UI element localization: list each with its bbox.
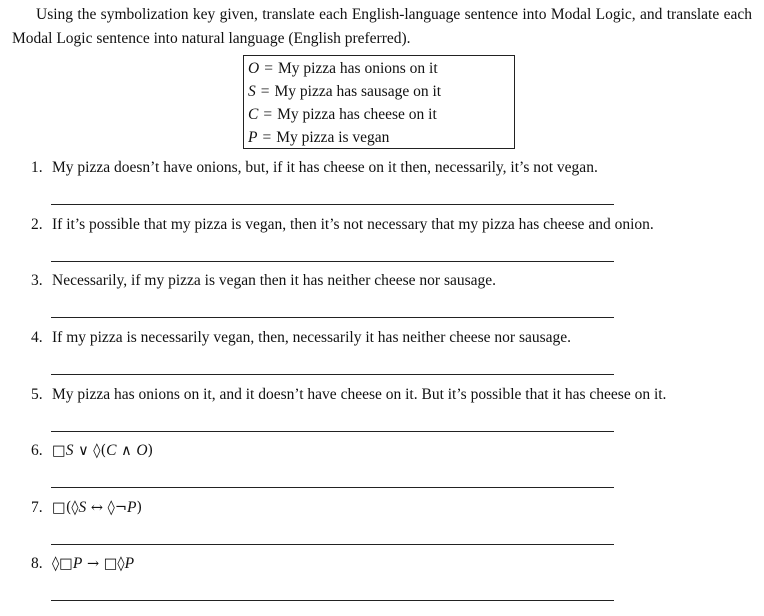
key-row (248, 103, 514, 126)
question-number: 8. (31, 555, 43, 572)
question-text: My pizza has onions on it, and it doesn’t have cheese on it. But it’s possible that it has cheese on it. (52, 386, 667, 403)
formula-text: ◊□P → □◊P (52, 555, 135, 572)
question-number: 3. (31, 272, 43, 289)
question-6 (31, 440, 751, 462)
key-row (248, 57, 514, 80)
question-1 (31, 157, 751, 179)
key-symbol: C (248, 106, 259, 123)
question-number: 4. (31, 329, 43, 346)
question-text: If it’s possible that my pizza is vegan, then it’s not necessary that my pizza has cheese and onion. (52, 216, 654, 233)
key-meaning: My pizza is vegan (276, 129, 390, 146)
key-meaning: My pizza has sausage on it (274, 83, 442, 100)
key-meaning: My pizza has cheese on it (277, 106, 437, 123)
equals-sign: = (264, 60, 273, 77)
question-4 (31, 327, 751, 349)
equals-sign: = (262, 129, 272, 146)
answer-line-1[interactable] (51, 204, 614, 205)
question-number: 1. (31, 159, 43, 176)
key-symbol: S (248, 83, 256, 100)
question-number: 6. (31, 442, 43, 459)
question-number: 5. (31, 386, 43, 403)
question-2 (31, 214, 751, 236)
answer-line-3[interactable] (51, 317, 614, 318)
key-symbol: O (248, 60, 260, 77)
answer-line-7[interactable] (51, 544, 614, 545)
question-5 (31, 384, 751, 406)
answer-line-4[interactable] (51, 374, 614, 375)
question-number: 7. (31, 499, 43, 516)
question-number: 2. (31, 216, 43, 233)
question-3 (31, 270, 751, 292)
equals-sign: = (260, 83, 270, 100)
key-symbol: P (248, 129, 258, 146)
key-meaning: My pizza has onions on it (277, 60, 438, 77)
question-text: If my pizza is necessarily vegan, then, necessarily it has neither cheese nor sausage. (52, 329, 572, 346)
key-row (248, 80, 514, 103)
question-7 (31, 497, 751, 519)
equals-sign: = (263, 106, 273, 123)
answer-line-8[interactable] (51, 600, 614, 601)
question-8 (31, 553, 751, 575)
formula-text: □(◊S ↔ ◊¬P) (52, 499, 143, 516)
formula-text: □S ∨ ◊(C ∧ O) (52, 442, 154, 459)
question-text: Necessarily, if my pizza is vegan then it has neither cheese nor sausage. (52, 272, 497, 289)
symbolization-key (243, 55, 515, 149)
key-row (248, 126, 514, 149)
answer-line-6[interactable] (51, 487, 614, 488)
instructions-text: Using the symbolization key given, translate each English-language sentence into Modal Logic, and translate each Modal Logic sentence into natural language (English preferred). (12, 6, 752, 47)
question-text: My pizza doesn’t have onions, but, if it has cheese on it then, necessarily, it’s not vegan. (52, 159, 598, 176)
answer-line-5[interactable] (51, 431, 614, 432)
answer-line-2[interactable] (51, 261, 614, 262)
